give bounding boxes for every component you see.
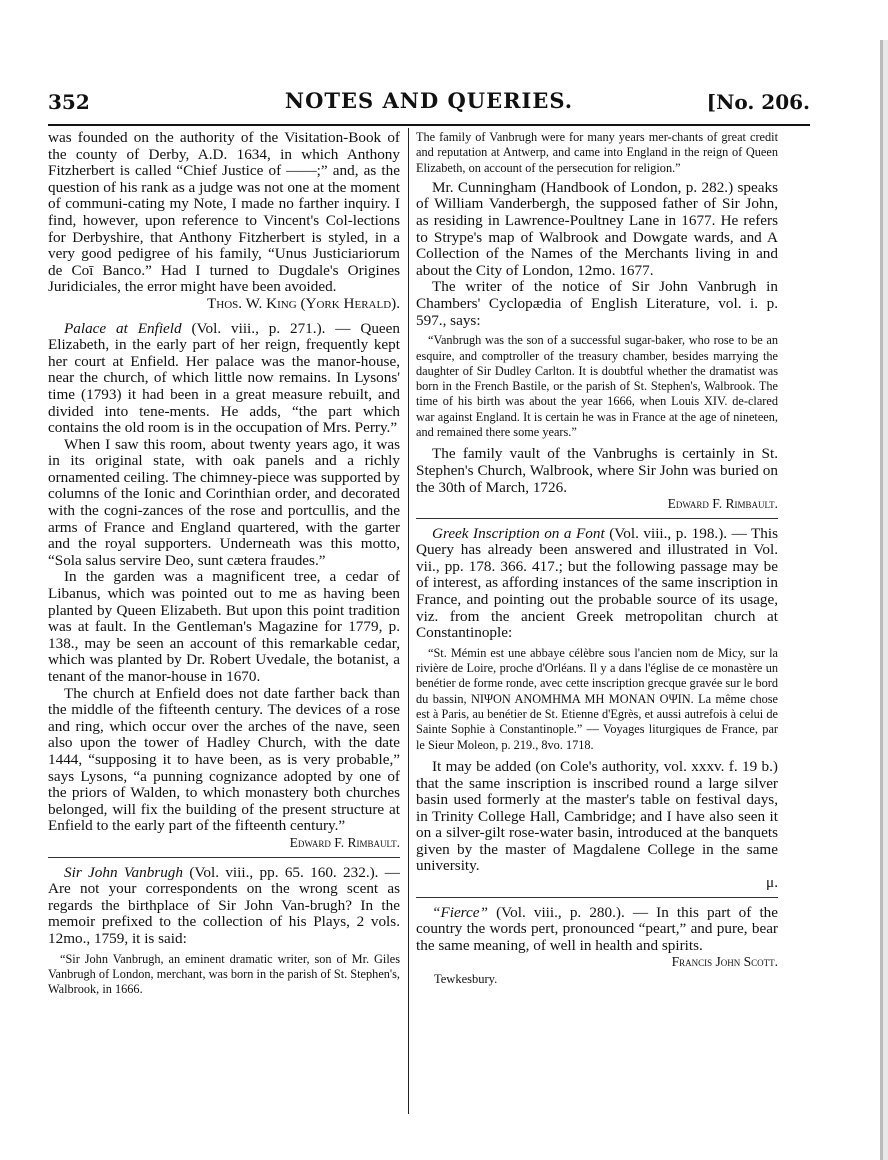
signature-king: Thos. W. King (York Herald). — [207, 294, 400, 312]
chambers-quote: “Vanbrugh was the son of a successful sugar-baker, who rose to be an esquire, and comptroller of the treasury chamber, besides marrying the daughter of Sir Dudley Carlton. It is doubtful whether the dramatist was born in the French Bastile, or the parish of St. Stephen's, Walbrook. The time of his birth was about the year 1666, when Louis XIV. de-clared war against England. It is certain he was in France at the age of nineteen, and remained there some years.” — [416, 333, 778, 440]
greek-text: (Vol. viii., p. 198.). — This Query has already been answered and illustrated in Vol. vii., pp. 178. 366. 417.; but the following passage may be of interest, as affording instances of the same inscription in France, and pointing out the probable source of its usage, viz. from the ancient Greek metropolitan church at Constantinople: — [416, 524, 778, 642]
signature-rimbault-2: Edward F. Rimbault. — [667, 496, 778, 512]
enfield-heading: Palace at Enfield — [64, 319, 182, 337]
section-rule — [416, 897, 778, 898]
signature-rimbault-1: Edward F. Rimbault. — [289, 834, 400, 850]
left-column — [48, 130, 400, 997]
signature-place: Tewkesbury. — [434, 972, 498, 987]
enfield-room-paragraph: When I saw this room, about twenty years ago, it was in its original state, with oak panels and a richly ornamented ceiling. The chimney-piece was supported by columns of the Ionic and Corinthian order, and decorated with the cogni-zances of the rose and portcullis, and the arms of France and England quartered, with the garter and the royal supporters. Underneath was this motto, “Sola salus servire Deo, sunt cætera fraudes.” — [48, 435, 400, 569]
signature-scott: Francis John Scott. — [671, 954, 778, 970]
vanbrugh-heading: Sir John Vanbrugh — [64, 863, 183, 881]
issue-number: [No. 206. — [706, 90, 810, 114]
chambers-paragraph: The writer of the notice of Sir John Vanbrugh in Chambers' Cyclopædia of English Literature, vol. i. p. 597., says: — [416, 278, 778, 329]
right-column — [416, 130, 778, 987]
vanbrugh-memoir-quote: “Sir John Vanbrugh, an eminent dramatic writer, son of Mr. Giles Vanbrugh of London, merchant, was born in the parish of St. Stephen's, Walbrook, in 1666. — [48, 951, 400, 997]
vanbrugh-text: (Vol. viii., pp. 65. 160. 232.). — Are not your correspondents on the wrong scent as regards the birthplace of Sir John Van-brugh? In the memoir prefixed to the collection of his Plays, 2 vols. 12mo., 1759, it is said: — [48, 863, 400, 947]
greek-inscription-query — [416, 526, 778, 642]
enfield-cedar-paragraph: In the garden was a magnificent tree, a cedar of Libanus, which was pointed out to me as having been planted by Queen Elizabeth. But upon this point tradition was at fault. In the Gentleman's Magazine for 1779, p. 138., may be seen an account of this remarkable cedar, which was planted by Dr. Robert Uvedale, the botanist, a tenant of the manor-house in 1670. — [48, 568, 400, 685]
st-memin-quote: “St. Mémin est une abbaye célèbre sous l'ancien nom de Micy, sur la rivière de Loire, proche d'Orléans. Il y a dans l'église de ce monastère un benétier de forme ronde, avec cette inscription grecque gravée sur le bord du bassin, ΝΙΨΟΝ ΑΝΟΜΗΜΑ ΜΗ ΜΟΝΑΝ ΟΨΙΝ. La même chose est à Paris, au benétier de St. Etienne d'Egrès, et aussi autrefois à celui de Sainte Sophie à Constantinople.” — Voyages liturgiques de France, par le Sieur Moleon, p. 219., 8vo. 1718. — [416, 645, 778, 752]
enfield-query — [48, 321, 400, 437]
page-number: 352 — [48, 90, 90, 114]
page-edge-shadow — [874, 40, 888, 1160]
vanbrugh-memoir-quote-cont: The family of Vanbrugh were for many years mer-chants of great credit and reputation at Antwerp, and came into England in the reign of Queen Elizabeth, on account of the persecution for religion.” — [416, 130, 778, 175]
enfield-text: (Vol. viii., p. 271.). — Queen Elizabeth, in the early part of her reign, frequently kept her court at Enfield. Her palace was the manor-house, near the church, of which little now remains. In Lysons' time (1793) it had been in a great measure rebuilt, and divided into tene-ments. He adds, “the part which contains the old room is in the occupation of Mrs. Perry.” — [48, 319, 401, 437]
greek-heading: Greek Inscription on a Font — [432, 524, 605, 542]
column-divider — [408, 128, 409, 1114]
signature-mu: μ. — [766, 874, 778, 892]
running-header — [48, 86, 810, 122]
cunningham-paragraph: Mr. Cunningham (Handbook of London, p. 282.) speaks of William Vanderbergh, the supposed father of Sir John, as residing in Lawrence-Poultney Lane in 1677. He refers to Strype's map of Walbrook and Dowgate wards, and A Collection of the Names of the Merchants living in and about the City of London, 12mo. 1677. — [416, 178, 778, 279]
section-rule — [416, 518, 778, 519]
enfield-church-paragraph: The church at Enfield does not date farther back than the middle of the fifteenth century. The devices of a rose and ring, which occur over the arches of the nave, seen also upon the tower of Hadley Church, with the date 1444, “supposing it to have been, as is very probable,” says Lysons, “a punning cognizance adopted by one of the priors of Walden, to which monastery both churches belonged, will fix the building of the present structure at Enfield to the early part of the fifteenth century.” — [48, 684, 400, 835]
header-rule — [48, 124, 810, 126]
section-rule — [48, 857, 400, 858]
vanbrugh-query — [48, 865, 400, 948]
fierce-heading: “Fierce” — [432, 903, 488, 921]
fierce-query — [416, 905, 778, 955]
fitzherbert-paragraph: was founded on the authority of the Visitation-Book of the county of Derby, A.D. 1634, in which Anthony Fitzherbert is called “Chief Justice of ——;” and, as the question of his rank as a judge was not one at the moment of communi-cating my Note, I made no farther inquiry. I find, however, upon reference to Vincent's Col-lections for Derbyshire, that Anthony Fitzherbert is styled, in a very good pedigree of his family, “Unus Justiciariorum de Coī Banco.” Had I turned to Dugdale's Origines Juridiciales, the error might have been avoided. — [48, 129, 400, 296]
fierce-text: (Vol. viii., p. 280.). — In this part of the country the words pert, pronounced “peart,” and pure, bear the same meaning, of well in health and spirits. — [416, 903, 778, 954]
journal-title: NOTES AND QUERIES. — [284, 88, 574, 113]
family-vault-paragraph: The family vault of the Vanbrughs is certainly in St. Stephen's Church, Walbrook, where Sir John was buried on the 30th of March, 1726. — [416, 445, 778, 496]
coles-authority-paragraph: It may be added (on Cole's authority, vol. xxxv. f. 19 b.) that the same inscription is inscribed round a large silver basin used formerly at the master's table on festival days, in Trinity College Hall, Cambridge; and I have also seen it on a silver-gilt rose-water basin, introduced at the banquets given by the master of Magdalene College in the same university. — [416, 757, 778, 875]
